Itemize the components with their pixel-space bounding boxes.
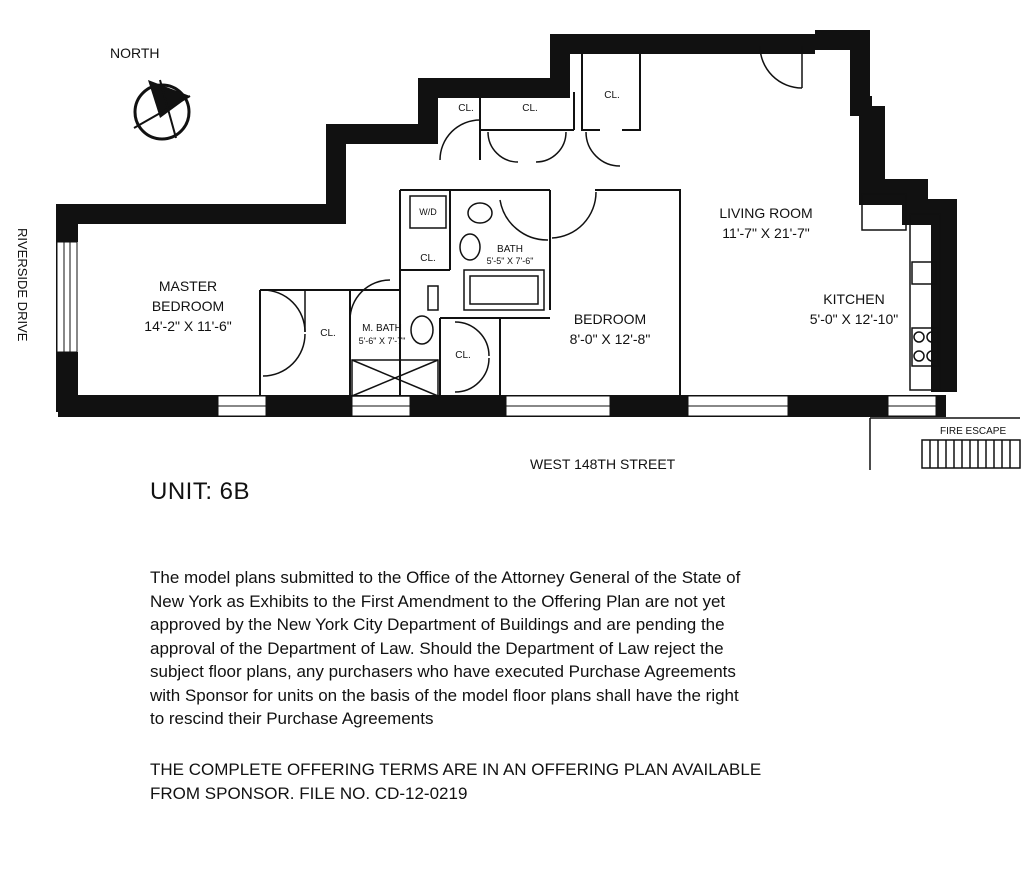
master-bedroom-dims: 14'-2" X 11'-6": [144, 318, 232, 334]
disclaimer-line: The model plans submitted to the Office of the Attorney General of the State of: [150, 568, 741, 587]
disclaimer-line: subject floor plans, any purchasers who have executed Purchase Agreements: [150, 662, 736, 681]
bath-dims: 5'-5" X 7'-6": [486, 256, 534, 266]
disclaimer-line: to rescind their Purchase Agreements: [150, 709, 434, 728]
bath-label: BATH: [497, 244, 523, 255]
washer-dryer-label: W/D: [419, 207, 437, 217]
living-room-dims: 11'-7" X 21'-7": [722, 225, 810, 241]
master-bath-label: M. BATH: [362, 323, 402, 334]
kitchen-label: KITCHEN: [823, 291, 885, 307]
living-room-label: LIVING ROOM: [719, 205, 813, 221]
disclaimer-line: with Sponsor for units on the basis of the model floor plans shall have the right: [150, 685, 739, 705]
street-west-148th: WEST 148TH STREET: [530, 456, 676, 472]
closet-label: CL.: [458, 103, 474, 114]
fire-escape-label: FIRE ESCAPE: [940, 426, 1007, 437]
bedroom-dims: 8'-0" X 12'-8": [569, 331, 651, 347]
closet-label: CL.: [455, 350, 471, 361]
offering-terms: [150, 758, 930, 805]
unit-title: UNIT: 6B: [150, 478, 251, 505]
bedroom-label: BEDROOM: [573, 311, 647, 327]
offering-line: THE COMPLETE OFFERING TERMS ARE IN AN OFFERING PLAN AVAILABLE: [150, 760, 762, 779]
disclaimer-line: approved by the New York City Department of Buildings and are pending the: [150, 615, 725, 634]
closet-label: CL.: [420, 253, 436, 264]
compass-label: NORTH: [110, 45, 160, 61]
master-bedroom-label-1: MASTER: [158, 278, 218, 294]
closet-label: CL.: [320, 328, 336, 339]
street-riverside-drive: RIVERSIDE DRIVE: [15, 228, 30, 342]
west-window: [57, 242, 77, 352]
disclaimer-paragraph: [150, 566, 910, 731]
kitchen-dims: 5'-0" X 12'-10": [809, 311, 899, 327]
master-bath-dims: 5'-6" X 7'-7": [358, 336, 406, 346]
disclaimer-line: New York as Exhibits to the First Amendment to the Offering Plan are not yet: [150, 591, 726, 611]
master-bedroom-label-2: BEDROOM: [151, 298, 225, 314]
closet-label: CL.: [522, 103, 538, 114]
closet-label: CL.: [604, 90, 620, 101]
disclaimer-line: approval of the Department of Law. Should the Department of Law reject the: [150, 638, 724, 658]
north-compass-icon: [134, 80, 190, 139]
offering-line: FROM SPONSOR. FILE NO. CD-12-0219: [150, 783, 468, 803]
